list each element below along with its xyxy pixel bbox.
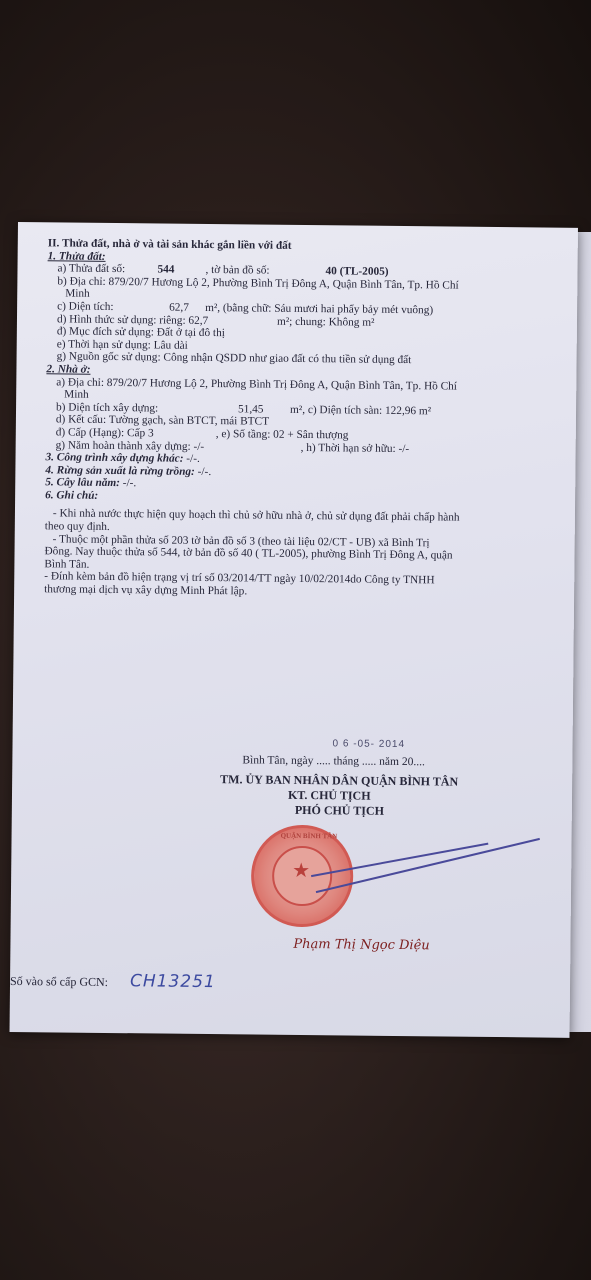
- registry-label: Số vào sổ cấp GCN:: [9, 973, 109, 989]
- date-line: Bình Tân, ngày ..... tháng ..... năm 20....: [242, 754, 425, 769]
- house-heading: 2. Nhà ở:: [46, 363, 91, 376]
- other-works-row: 3. Công trình xây dựng khác: -/-.: [45, 451, 200, 466]
- build-area-row: b) Diện tích xây dựng: 51,45 m², c) Diện tích sàn: 122,96 m²: [56, 401, 432, 418]
- land-heading: 1. Thửa đất:: [47, 249, 106, 263]
- map-number: 40 (TL-2005): [325, 265, 389, 279]
- note-2-line-2: Đông. Nay thuộc thửa số 544, tờ bản đồ số 40 ( TL-2005), phường Bình Trị Đông A, quận: [44, 545, 453, 562]
- note-3-line-1: - Đính kèm bản đồ hiện trạng vị trí số 03/2014/TT ngày 10/02/2014do Công ty TNHH: [44, 570, 435, 587]
- date-stamp: 0 6 -05- 2014: [332, 738, 406, 751]
- section-title: II. Thửa đất, nhà ở và tài sản khác gắn liền với đất: [47, 237, 292, 252]
- issuing-authority: TM. ỦY BAN NHÂN DÂN QUẬN BÌNH TÂN: [220, 772, 459, 789]
- house-structure: d) Kết cấu: Tường gạch, sàn BTCT, mái BTCT: [55, 413, 270, 428]
- land-origin: g) Nguồn gốc sử dụng: Công nhận QSDD như giao đất có thu tiền sử dụng đất: [56, 350, 412, 367]
- land-address-2: Minh: [65, 287, 90, 301]
- house-address-1: a) Địa chỉ: 879/20/7 Hương Lộ 2, Phường Bình Trị Đông A, Quận Bình Tân, Tp. Hồ Chí: [56, 375, 458, 393]
- signer-title: PHÓ CHỦ TỊCH: [294, 802, 385, 818]
- house-address-2: Minh: [64, 388, 89, 401]
- certificate-content: [44, 237, 568, 601]
- land-area-row: c) Diện tích: 62,7 m², (bằng chữ: Sáu mươi hai phẩy bảy mét vuông): [57, 300, 434, 317]
- note-1-line-1: - Khi nhà nước thực hiện quy hoạch thì chủ sở hữu nhà ở, chủ sử dụng đất phải chấp hành: [52, 507, 460, 525]
- on-behalf-of: KT. CHỦ TỊCH: [287, 787, 371, 803]
- signer-name: Phạm Thị Ngọc Diệu: [293, 936, 430, 954]
- official-seal: [251, 824, 354, 927]
- land-address-1: b) Địa chỉ: 879/20/7 Hương Lộ 2, Phường Bình Trị Đông A, Quận Bình Tân, Tp. Hồ Chí: [57, 275, 459, 292]
- seal-star-icon: ★: [292, 859, 311, 883]
- forest-row: 4. Rừng sản xuất là rừng trồng: -/-.: [45, 463, 212, 478]
- land-term: e) Thời hạn sử dụng: Lâu dài: [56, 338, 188, 352]
- perennial-row: 5. Cây lâu năm: -/-.: [45, 476, 137, 490]
- parcel-number: 544: [157, 263, 175, 276]
- note-1-line-2: theo quy định.: [44, 520, 110, 534]
- grade-row: đ) Cấp (Hạng): Cấp 3 , e) Số tầng: 02 + Sân thượng: [55, 426, 349, 442]
- note-2-line-1: - Thuộc một phần thửa số 203 tờ bản đồ số 3 (theo tài liệu 02/CT - UB) xã Bình Trị: [52, 533, 430, 549]
- land-purpose: đ) Mục đích sử dụng: Đất ở tại đô thị: [56, 325, 225, 340]
- notes-heading: 6. Ghi chú:: [45, 489, 99, 502]
- note-2-line-3: Bình Tân.: [44, 558, 90, 571]
- use-form-row: d) Hình thức sử dụng: riêng: 62,7 m²; chung: Không m²: [56, 312, 375, 329]
- completion-row: g) Năm hoàn thành xây dựng: -/- , h) Thời hạn sở hữu: -/-: [55, 438, 410, 455]
- note-3-line-2: thương mại dịch vụ xây dựng Minh Phát lập.: [44, 583, 248, 598]
- parcel-row: a) Thửa đất số: 544 , tờ bản đồ số: 40 (TL-2005): [57, 262, 389, 279]
- registry-number: CH13251: [129, 971, 216, 993]
- seal-text: QUẬN BÌNH TÂN: [280, 831, 338, 841]
- certificate-page: [10, 222, 578, 1038]
